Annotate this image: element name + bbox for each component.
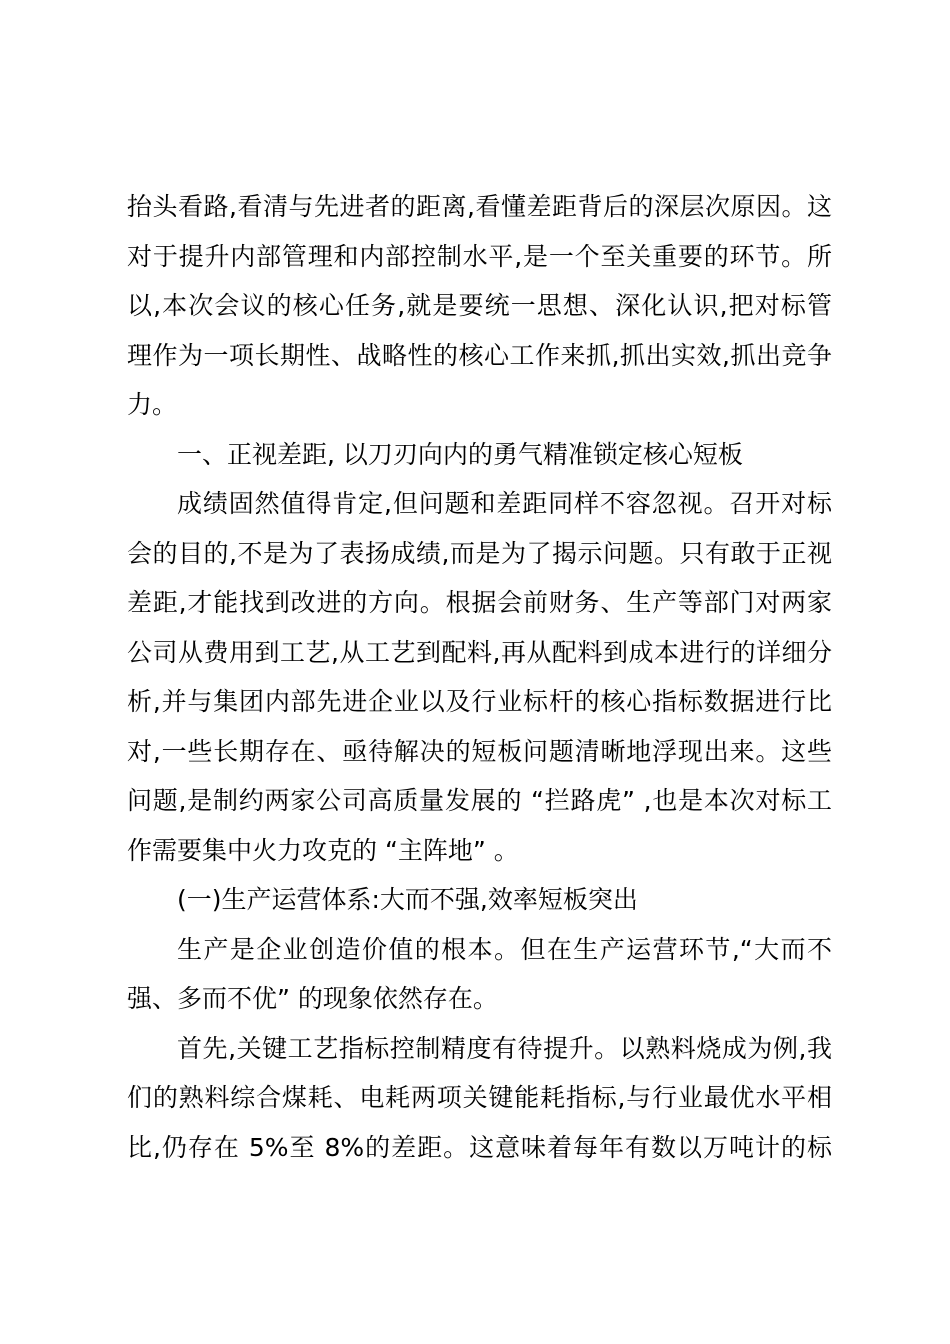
- paragraph: [127, 925, 832, 1024]
- subsection-heading: [127, 875, 832, 925]
- paragraph: [127, 1024, 832, 1173]
- paragraph: [127, 479, 832, 875]
- section-heading: [127, 430, 832, 480]
- text-line: 公司从费用到工艺,从工艺到配料,再从配料到成本进行的详细分: [127, 637, 832, 667]
- heading-text: (一)生产运营体系:大而不强,效率短板突出: [177, 885, 638, 914]
- text-line: 首先,关键工艺指标控制精度有待提升。以熟料烧成为例,我: [177, 1033, 832, 1063]
- text-line: 差距,才能找到改进的方向。根据会前财务、生产等部门对两家: [127, 588, 832, 617]
- text-line: 比,仍存在 5%至 8%的差距。这意味着每年有数以万吨计的标: [127, 1132, 832, 1162]
- heading-text: 一、正视差距, 以刀刃向内的勇气精准锁定核心短板: [177, 439, 743, 469]
- text-line: 强、多而不优” 的现象依然存在。: [127, 984, 498, 1013]
- text-line: 问题,是制约两家公司高质量发展的 “拦路虎” ,也是本次对标工: [127, 786, 832, 815]
- text-line: 理作为一项长期性、战略性的核心工作来抓,抓出实效,抓出竞争: [127, 340, 832, 370]
- text-line: 们的熟料综合煤耗、电耗两项关键能耗指标,与行业最优水平相: [127, 1083, 832, 1112]
- text-line: 生产是企业创造价值的根本。但在生产运营环节,“大而不: [177, 934, 832, 964]
- text-line: 析,并与集团内部先进企业以及行业标杆的核心指标数据进行比: [127, 687, 832, 716]
- text-line: 对,一些长期存在、亟待解决的短板问题清晰地浮现出来。这些: [127, 736, 832, 766]
- text-line: 抬头看路,看清与先进者的距离,看懂差距背后的深层次原因。这: [127, 192, 832, 221]
- text-line: 力。: [127, 390, 178, 419]
- document-body: [127, 182, 832, 1172]
- text-line: 以,本次会议的核心任务,就是要统一思想、深化认识,把对标管: [127, 291, 832, 320]
- paragraph-continuation: [127, 182, 832, 430]
- text-line: 作需要集中火力攻克的 “主阵地” 。: [127, 835, 519, 865]
- text-line: 对于提升内部管理和内部控制水平,是一个至关重要的环节。所: [127, 241, 832, 271]
- text-line: 会的目的,不是为了表扬成绩,而是为了揭示问题。只有敢于正视: [127, 538, 832, 568]
- text-line: 成绩固然值得肯定,但问题和差距同样不容忽视。召开对标: [177, 489, 832, 518]
